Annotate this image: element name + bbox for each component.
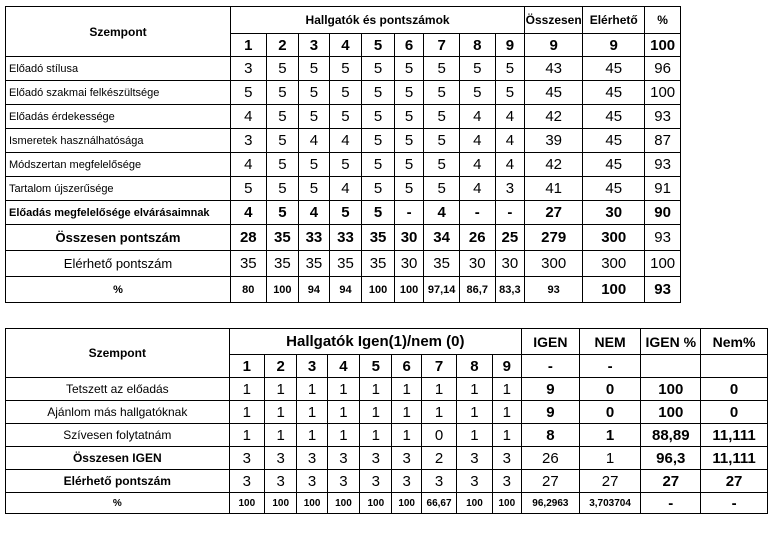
table-cell: 90 <box>645 201 681 225</box>
table-cell: 96,3 <box>641 447 701 470</box>
table-cell: 0 <box>421 424 456 447</box>
table-cell: 5 <box>424 153 460 177</box>
table-cell: 3 <box>421 470 456 493</box>
table-cell: - <box>641 493 701 514</box>
table-cell: 27 <box>525 201 583 225</box>
subheader-yes: - <box>522 355 580 378</box>
table-row <box>6 57 681 81</box>
total-row-label: Összesen pontszám <box>6 225 231 251</box>
table-cell: 4 <box>495 129 525 153</box>
table-cell: 100 <box>645 251 681 277</box>
table-cell: 100 <box>265 493 297 514</box>
table-cell: 5 <box>394 153 424 177</box>
table-cell: 5 <box>329 105 362 129</box>
pct-row-label: % <box>6 277 231 303</box>
table-cell: 5 <box>424 81 460 105</box>
table-cell: 4 <box>459 153 495 177</box>
table-cell: 5 <box>266 201 299 225</box>
table-cell: 96 <box>645 57 681 81</box>
header-row <box>6 7 681 34</box>
table-cell: 3 <box>457 470 492 493</box>
subheader-yes-pct <box>641 355 701 378</box>
student-number: 1 <box>230 34 266 57</box>
table-cell: 45 <box>583 129 645 153</box>
table-cell: 100 <box>229 493 264 514</box>
max-row <box>6 251 681 277</box>
table-cell: - <box>459 201 495 225</box>
table-cell: - <box>495 201 525 225</box>
pct-header: % <box>645 7 681 34</box>
table-row <box>6 177 681 201</box>
table-cell: 33 <box>329 225 362 251</box>
table-cell: 30 <box>394 251 424 277</box>
table-row <box>6 401 768 424</box>
table-cell: 4 <box>424 201 460 225</box>
table-cell: 87 <box>645 129 681 153</box>
table-cell: 5 <box>329 201 362 225</box>
table-cell: 3 <box>229 447 264 470</box>
pct-row <box>6 493 768 514</box>
total-header: Összesen <box>525 7 583 34</box>
table-cell: 25 <box>495 225 525 251</box>
row-label: Szívesen folytatnám <box>6 424 230 447</box>
table-cell: 5 <box>266 177 299 201</box>
table-cell: 3 <box>230 57 266 81</box>
table-cell: 5 <box>299 153 330 177</box>
table-cell: 26 <box>459 225 495 251</box>
table-cell: 4 <box>329 129 362 153</box>
table-cell: 5 <box>394 81 424 105</box>
table-cell: 100 <box>360 493 392 514</box>
table-cell: 5 <box>362 177 395 201</box>
row-label: Módszertan megfelelősége <box>6 153 231 177</box>
table-cell: 26 <box>522 447 580 470</box>
row-label: Előadás megfelelősége elvárásaimnak <box>6 201 231 225</box>
table-cell: 27 <box>522 470 580 493</box>
row-label: Előadó stílusa <box>6 57 231 81</box>
table-cell: 42 <box>525 105 583 129</box>
table-cell: 35 <box>299 251 330 277</box>
table-cell: 93 <box>525 277 583 303</box>
student-number: 7 <box>424 34 460 57</box>
table-row <box>6 378 768 401</box>
table-cell: 300 <box>525 251 583 277</box>
student-number: 4 <box>329 34 362 57</box>
table-cell: 3 <box>392 447 421 470</box>
student-number: 8 <box>459 34 495 57</box>
table-cell: 83,3 <box>495 277 525 303</box>
criterion-header: Szempont <box>6 7 231 57</box>
table-cell: 1 <box>492 401 521 424</box>
table-cell: 5 <box>495 81 525 105</box>
table-cell: 1 <box>265 378 297 401</box>
table-cell: 35 <box>266 251 299 277</box>
row-label: Előadó szakmai felkészültsége <box>6 81 231 105</box>
student-number: 1 <box>229 355 264 378</box>
table-cell: 1 <box>492 424 521 447</box>
table-cell: 3 <box>360 447 392 470</box>
student-number: 8 <box>457 355 492 378</box>
subheader-pct: 100 <box>645 34 681 57</box>
student-number: 7 <box>421 355 456 378</box>
table-cell: 100 <box>641 378 701 401</box>
table-cell: 30 <box>394 225 424 251</box>
table-row <box>6 153 681 177</box>
table-cell: 1 <box>360 378 392 401</box>
table-cell: 3,703704 <box>579 493 641 514</box>
total-row <box>6 447 768 470</box>
table-cell: 3 <box>457 447 492 470</box>
subheader-no: - <box>579 355 641 378</box>
table-cell: 5 <box>362 153 395 177</box>
table-cell: 3 <box>230 129 266 153</box>
table-cell: 0 <box>701 401 768 424</box>
table-cell: 5 <box>299 177 330 201</box>
table-cell: 5 <box>459 81 495 105</box>
table-cell: 3 <box>297 470 327 493</box>
table-cell: 1 <box>392 424 421 447</box>
total-row-label: Összesen IGEN <box>6 447 230 470</box>
table-cell: 5 <box>299 81 330 105</box>
table-cell: 5 <box>299 57 330 81</box>
no-pct-header: Nem% <box>701 329 768 355</box>
row-label: Tetszett az előadás <box>6 378 230 401</box>
table-cell: 5 <box>424 177 460 201</box>
table-cell: 1 <box>327 378 359 401</box>
max-row-label: Elérhető pontszám <box>6 251 231 277</box>
criterion-header: Szempont <box>6 329 230 378</box>
table-cell: 1 <box>265 424 297 447</box>
table-cell: 3 <box>265 447 297 470</box>
subheader-max: 9 <box>583 34 645 57</box>
table-cell: 35 <box>266 225 299 251</box>
table-cell: 3 <box>297 447 327 470</box>
table-cell: 3 <box>327 470 359 493</box>
table-cell: 4 <box>459 129 495 153</box>
table-cell: 5 <box>329 57 362 81</box>
table-cell: 100 <box>394 277 424 303</box>
table-cell: 4 <box>329 177 362 201</box>
score-table <box>5 6 681 303</box>
student-number: 2 <box>265 355 297 378</box>
table-cell: 93 <box>645 105 681 129</box>
table-cell: 45 <box>525 81 583 105</box>
yes-pct-header: IGEN % <box>641 329 701 355</box>
table-cell: 5 <box>394 129 424 153</box>
table-cell: 27 <box>579 470 641 493</box>
table-cell: 27 <box>701 470 768 493</box>
table-cell: 4 <box>230 201 266 225</box>
pct-row <box>6 277 681 303</box>
table-cell: 4 <box>495 153 525 177</box>
table-cell: 45 <box>583 153 645 177</box>
table-cell: 5 <box>424 105 460 129</box>
table-cell: 4 <box>459 105 495 129</box>
table-cell: 300 <box>583 251 645 277</box>
table-row <box>6 424 768 447</box>
table-cell: 5 <box>266 105 299 129</box>
table-cell: 1 <box>297 378 327 401</box>
table-cell: 1 <box>327 401 359 424</box>
students-header: Hallgatók Igen(1)/nem (0) <box>229 329 521 355</box>
table-cell: 0 <box>579 401 641 424</box>
table-cell: 3 <box>392 470 421 493</box>
table-cell: 3 <box>492 447 521 470</box>
table-cell: 5 <box>394 177 424 201</box>
table-cell: 4 <box>495 105 525 129</box>
table-cell: 30 <box>495 251 525 277</box>
table-cell: 5 <box>266 129 299 153</box>
table-cell: 1 <box>327 424 359 447</box>
table-cell: 100 <box>641 401 701 424</box>
table-row <box>6 129 681 153</box>
table-cell: 35 <box>362 225 395 251</box>
yes-no-table <box>5 328 768 514</box>
table-cell: 2 <box>421 447 456 470</box>
subheader-total: 9 <box>525 34 583 57</box>
table-cell: 1 <box>421 378 456 401</box>
student-number: 2 <box>266 34 299 57</box>
table-cell: 5 <box>362 81 395 105</box>
table-cell: 3 <box>495 177 525 201</box>
table-cell: 88,89 <box>641 424 701 447</box>
table-cell: 100 <box>327 493 359 514</box>
table-cell: 1 <box>457 401 492 424</box>
table-cell: - <box>701 493 768 514</box>
criteria-rows <box>6 57 681 225</box>
table-cell: 35 <box>230 251 266 277</box>
table-cell: 43 <box>525 57 583 81</box>
table-cell: 1 <box>579 424 641 447</box>
table-cell: 1 <box>579 447 641 470</box>
table-cell: 100 <box>266 277 299 303</box>
table-cell: 9 <box>522 401 580 424</box>
row-label: Ajánlom más hallgatóknak <box>6 401 230 424</box>
table-cell: 11,111 <box>701 424 768 447</box>
table-cell: 30 <box>583 201 645 225</box>
table-cell: 93 <box>645 225 681 251</box>
table-cell: 11,111 <box>701 447 768 470</box>
table-cell: 1 <box>229 424 264 447</box>
table-cell: 28 <box>230 225 266 251</box>
table-cell: 5 <box>362 105 395 129</box>
table-cell: 1 <box>421 401 456 424</box>
student-number: 9 <box>495 34 525 57</box>
table-cell: 80 <box>230 277 266 303</box>
table-cell: 34 <box>424 225 460 251</box>
table-cell: 100 <box>645 81 681 105</box>
table-cell: 42 <box>525 153 583 177</box>
table-cell: 1 <box>392 378 421 401</box>
table-cell: 1 <box>457 424 492 447</box>
table-cell: 4 <box>459 177 495 201</box>
table-cell: 45 <box>583 57 645 81</box>
total-row <box>6 225 681 251</box>
max-row-label: Elérhető pontszám <box>6 470 230 493</box>
table-cell: 27 <box>641 470 701 493</box>
table-cell: 5 <box>362 129 395 153</box>
table-cell: 1 <box>492 378 521 401</box>
max-row <box>6 470 768 493</box>
student-number: 3 <box>297 355 327 378</box>
table-row <box>6 201 681 225</box>
table-cell: 100 <box>362 277 395 303</box>
table-cell: 66,67 <box>421 493 456 514</box>
table-cell: 5 <box>362 57 395 81</box>
student-number: 5 <box>360 355 392 378</box>
table-cell: 39 <box>525 129 583 153</box>
table-cell: 4 <box>230 105 266 129</box>
table-cell: 8 <box>522 424 580 447</box>
table-cell: 5 <box>266 153 299 177</box>
table-cell: 5 <box>266 57 299 81</box>
table-cell: 30 <box>459 251 495 277</box>
table-cell: 3 <box>327 447 359 470</box>
table-cell: 100 <box>583 277 645 303</box>
student-number: 3 <box>299 34 330 57</box>
table-cell: 1 <box>229 401 264 424</box>
table-cell: 4 <box>299 129 330 153</box>
yes-header: IGEN <box>522 329 580 355</box>
table-cell: 94 <box>329 277 362 303</box>
table-cell: 100 <box>392 493 421 514</box>
table-cell: 5 <box>329 81 362 105</box>
pct-row-label: % <box>6 493 230 514</box>
table-cell: 5 <box>394 57 424 81</box>
question-rows <box>6 378 768 447</box>
table-cell: 5 <box>394 105 424 129</box>
row-label: Tartalom újszerűsége <box>6 177 231 201</box>
table-cell: 45 <box>583 177 645 201</box>
student-number: 4 <box>327 355 359 378</box>
table-cell: 5 <box>329 153 362 177</box>
table-cell: 96,2963 <box>522 493 580 514</box>
table-cell: 5 <box>230 81 266 105</box>
table-cell: 5 <box>459 57 495 81</box>
table-cell: 5 <box>362 201 395 225</box>
table-cell: 100 <box>297 493 327 514</box>
student-number: 5 <box>362 34 395 57</box>
table-cell: 5 <box>424 129 460 153</box>
table-cell: 5 <box>495 57 525 81</box>
table-cell: 3 <box>492 470 521 493</box>
table-cell: 91 <box>645 177 681 201</box>
table-cell: 100 <box>457 493 492 514</box>
table-cell: 279 <box>525 225 583 251</box>
row-label: Ismeretek használhatósága <box>6 129 231 153</box>
table-cell: - <box>394 201 424 225</box>
row-label: Előadás érdekessége <box>6 105 231 129</box>
table-cell: 1 <box>360 424 392 447</box>
table-cell: 35 <box>329 251 362 277</box>
header-row <box>6 329 768 355</box>
table-cell: 5 <box>266 81 299 105</box>
table-cell: 4 <box>230 153 266 177</box>
table-cell: 35 <box>424 251 460 277</box>
table-cell: 41 <box>525 177 583 201</box>
table-cell: 3 <box>229 470 264 493</box>
table-cell: 3 <box>265 470 297 493</box>
table-cell: 97,14 <box>424 277 460 303</box>
table-cell: 93 <box>645 277 681 303</box>
table-cell: 5 <box>299 105 330 129</box>
students-header: Hallgatók és pontszámok <box>230 7 524 34</box>
table-cell: 3 <box>360 470 392 493</box>
student-number: 6 <box>394 34 424 57</box>
table-row <box>6 81 681 105</box>
table-cell: 86,7 <box>459 277 495 303</box>
student-number: 9 <box>492 355 521 378</box>
table-cell: 93 <box>645 153 681 177</box>
table-row <box>6 105 681 129</box>
table-cell: 0 <box>701 378 768 401</box>
max-header: Elérhető <box>583 7 645 34</box>
table-cell: 4 <box>299 201 330 225</box>
table-cell: 1 <box>265 401 297 424</box>
table-cell: 1 <box>297 401 327 424</box>
table-cell: 1 <box>297 424 327 447</box>
table-cell: 1 <box>392 401 421 424</box>
table-cell: 45 <box>583 81 645 105</box>
table-cell: 1 <box>360 401 392 424</box>
table-cell: 100 <box>492 493 521 514</box>
no-header: NEM <box>579 329 641 355</box>
table-cell: 5 <box>424 57 460 81</box>
table-cell: 9 <box>522 378 580 401</box>
subheader-no-pct <box>701 355 768 378</box>
table-cell: 300 <box>583 225 645 251</box>
table-cell: 45 <box>583 105 645 129</box>
table-cell: 33 <box>299 225 330 251</box>
table-cell: 5 <box>230 177 266 201</box>
table-cell: 94 <box>299 277 330 303</box>
table-cell: 35 <box>362 251 395 277</box>
student-number: 6 <box>392 355 421 378</box>
table-cell: 1 <box>229 378 264 401</box>
table-cell: 1 <box>457 378 492 401</box>
table-cell: 0 <box>579 378 641 401</box>
